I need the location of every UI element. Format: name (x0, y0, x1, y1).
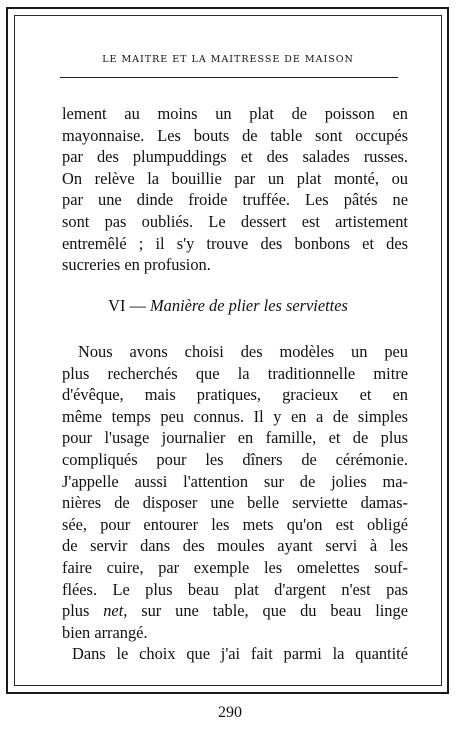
text-line: entremêlé ; il s'y trouve des bonbons et des (62, 233, 408, 253)
text-line: plus recherchés que la traditionnelle mitre (62, 363, 408, 383)
text-fragment: plus (62, 601, 90, 621)
text-line: sucreries en profusion. (62, 255, 211, 275)
section-heading (14, 296, 442, 316)
paragraph-continued (62, 103, 408, 276)
text-line: On relève la bouillie par un plat monté, ou (62, 168, 408, 188)
running-head: LE MAITRE ET LA MAITRESSE DE MAISON (102, 54, 354, 65)
text-line: Nous avons choisi des modèles un peu (78, 342, 408, 361)
text-line: sont pas oubliés. Le dessert est artistement (62, 211, 408, 231)
text-line: de servir dans des moules ayant servi à les (62, 536, 408, 556)
text-line: mayonnaise. Les bouts de table sont occupés (62, 125, 408, 145)
text-line: nières de disposer une belle serviette damas- (62, 493, 408, 513)
page-number: 290 (218, 704, 242, 721)
text-line: pour l'usage journalier en famille, et de plus (62, 428, 408, 448)
section-number: VI — (108, 296, 146, 315)
text-line: Dans le choix que j'ai fait parmi la quantité (72, 644, 408, 664)
text-line: faire cuire, par exemple les omelettes souf- (62, 557, 408, 577)
text-line: lement au moins un plat de poisson en (62, 104, 408, 123)
section-title: Manière de plier les serviettes (150, 296, 348, 315)
text-line: par des plumpuddings et des salades russes. (62, 147, 408, 167)
text-line: par une dinde froide truffée. Les pâtés ne (62, 190, 408, 210)
text-line: d'évêque, mais pratiques, gracieux et en (62, 385, 408, 405)
text-line: flées. Le plus beau plat d'argent n'est pas (62, 579, 408, 599)
text-line: J'appelle aussi l'attention sur de jolies ma- (62, 471, 408, 491)
text-fragment: sur une table, que du beau linge (141, 601, 408, 621)
header-rule (60, 77, 398, 78)
text-line: sée, pour entourer les mets qu'on est obligé (62, 514, 408, 534)
paragraph-napkins (62, 341, 408, 665)
emphasized-word: net, (103, 601, 128, 621)
text-line (62, 600, 408, 622)
text-line: bien arrangé. (62, 622, 148, 642)
text-line: même temps peu connus. Il y en a de simples (62, 406, 408, 426)
text-line: compliqués pour les dîners de cérémonie. (62, 449, 408, 469)
